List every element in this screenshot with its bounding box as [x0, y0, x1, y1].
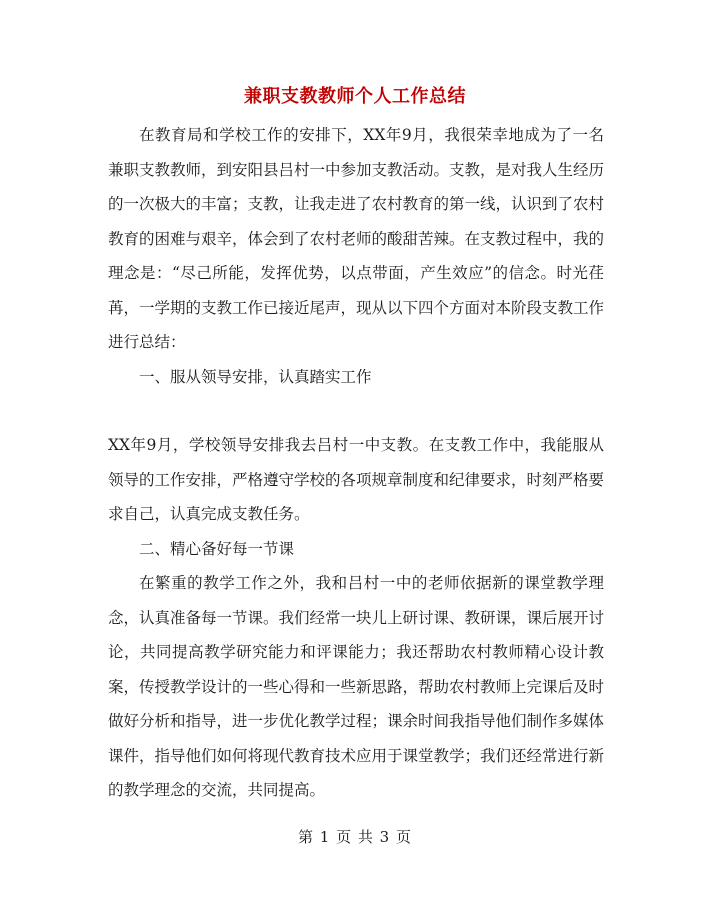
- section-heading-1: 一、服从领导安排，认真踏实工作: [139, 367, 372, 386]
- page-number-footer: 第 1 页 共 3 页: [298, 828, 412, 846]
- section-heading-2: 二、精心备好每一节课: [139, 539, 295, 558]
- section-1-paragraph: XX年9月，学校领导安排我去吕村一中支教。在支教工作中，我能服从领导的工作安排，严格遵守学校的各项规章制度和纪律要求，时刻严格要求自己，认真完成支教任务。: [108, 436, 605, 523]
- section-2-paragraph: 在繁重的教学工作之外，我和吕村一中的老师依据新的课堂教学理念，认真准备每一节课。我们经常一块儿上研讨课、教研课，课后展开讨论，共同提高教学研究能力和评课能力；我还帮助农村教师精心设计教案，传授教学设计的一些心得和一些新思路，帮助农村教师上完课后及时做好分析和指导，进一步优化教学过程；课余时间我指导他们制作多媒体课件，指导他们如何将现代教育技术应用于课堂教学；我们还经常进行新的教学理念的交流，共同提高。: [108, 574, 605, 799]
- blank-line: [108, 394, 604, 428]
- document-body: [108, 118, 604, 808]
- document-title: 兼职支教教师个人工作总结: [244, 86, 466, 107]
- intro-paragraph: 在教育局和学校工作的安排下，XX年9月，我很荣幸地成为了一名兼职支教教师，到安阳县吕村一中参加支教活动。支教，是对我人生经历的一次极大的丰富；支教，让我走进了农村教育的第一线，认识到了农村教育的困难与艰辛，体会到了农村老师的酸甜苦辣。在支教过程中，我的理念是：“尽己所能，发挥优势，以点带面，产生效应”的信念。时光荏苒，一学期的支教工作已接近尾声，现从以下四个方面对本阶段支教工作进行总结：: [108, 126, 605, 351]
